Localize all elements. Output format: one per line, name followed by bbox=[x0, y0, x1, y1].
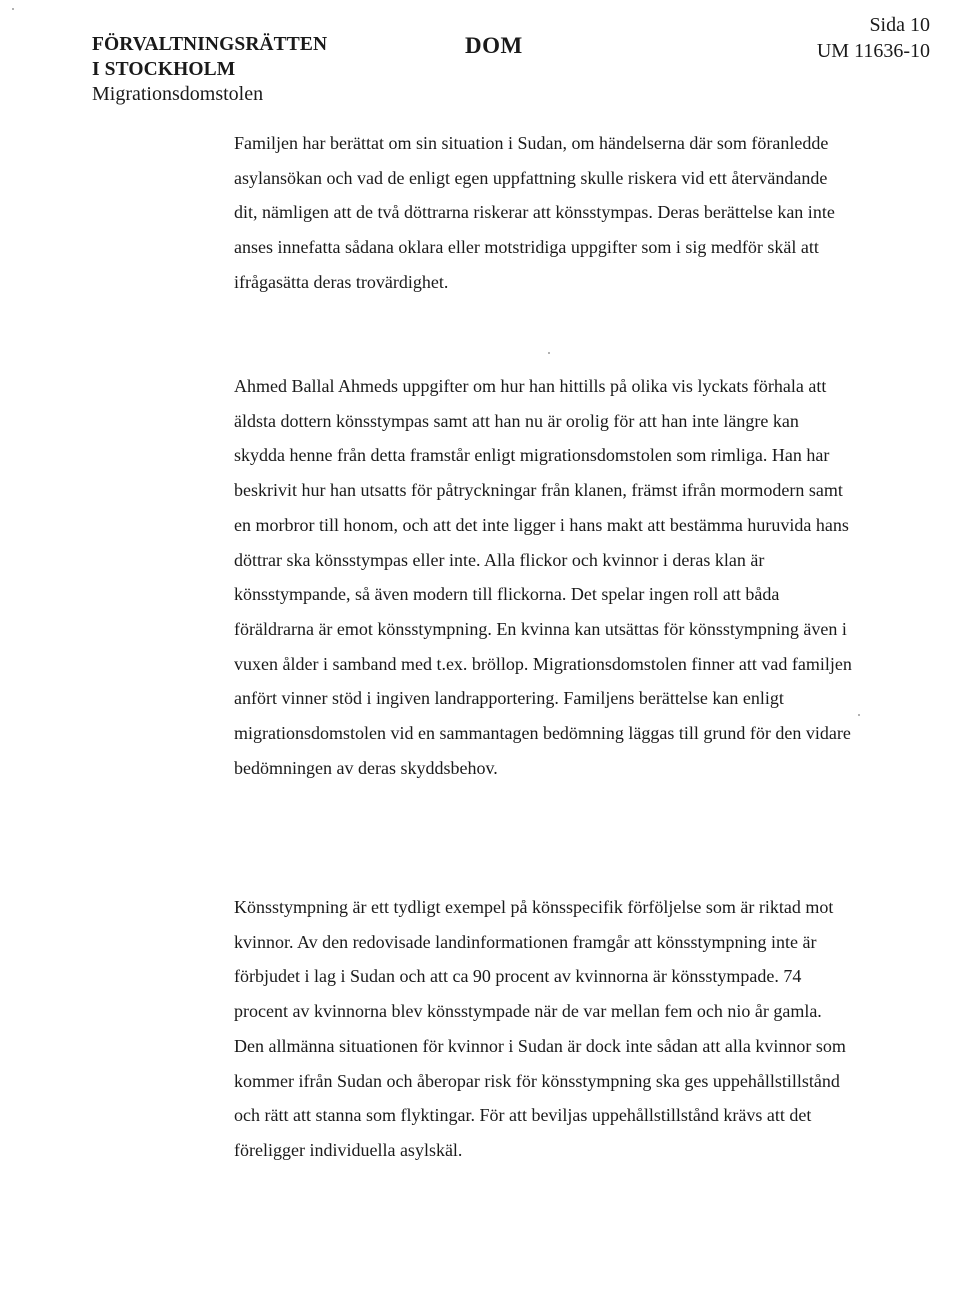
court-name-line1: FÖRVALTNINGSRÄTTEN bbox=[92, 34, 328, 55]
paragraph-father-statement: Ahmed Ballal Ahmeds uppgifter om hur han hittills på olika vis lyckats förhala att äldsta dottern könsstympas samt att han nu är orolig för att han inte längre kan skydda henne från detta framstår enligt migrationsdomstolen som rimliga. Han har beskrivit hur han utsatts för påtryckningar från klanen, främst ifrån mormodern samt en morbror till honom, och att det inte ligger i hans makt att bestämma huruvida hans döttrar ska könsstympas eller inte. Alla flickor och kvinnor i deras klan är könsstympande, så även modern till flickorna. Det spelar ingen roll att båda föräldrarna är emot könsstympning. En kvinna kan utsättas för könsstympning även i vuxen ålder i samband med t.ex. bröllop. Migrationsdomstolen finner att vad familjen anfört vinner stöd i ingiven landrapportering. Familjens berättelse kan enligt migrationsdomstolen vid en sammantagen bedömning läggas till grund för den vidare bedömningen av deras skyddsbehov. bbox=[234, 376, 852, 778]
paragraph-credibility: Familjen har berättat om sin situation i Sudan, om händelserna där som föranledde asylansökan och vad de enligt egen uppfattning skulle riskera vid ett återvändande dit, nämligen att de två döttrarna riskerar att könsstympas. Deras berättelse kan inte anses innefatta sådana oklara eller motstridiga uppgifter som i sig medför skäl att ifrågasätta deras trovärdighet. bbox=[234, 133, 835, 292]
court-header bbox=[92, 32, 327, 107]
department-name: Migrationsdomstolen bbox=[92, 83, 264, 105]
paragraph-legal-assessment: Könsstympning är ett tydligt exempel på könsspecifik förföljelse som är riktad mot kvinnor. Av den redovisade landinformationen framgår att könsstympning inte är förbjudet i lag i Sudan och att ca 90 procent av kvinnorna är könsstympade. 74 procent av kvinnorna blev könsstympade när de var mellan fem och nio år gamla. Den allmänna situationen för kvinnor i Sudan är dock inte sådan att alla kvinnor som kommer ifrån Sudan och åberopar risk för könsstympning ska ges uppehållstillstånd och rätt att stanna som flyktingar. För att beviljas uppehållstillstånd krävs att det föreligger individuella asylskäl. bbox=[234, 897, 846, 1160]
document-type: DOM bbox=[465, 33, 523, 58]
scan-speck bbox=[858, 714, 860, 716]
page-number: Sida 10 bbox=[869, 14, 930, 36]
scan-speck bbox=[548, 352, 550, 354]
page-reference bbox=[817, 12, 930, 64]
case-number: UM 11636-10 bbox=[816, 40, 930, 62]
court-name-line2: I STOCKHOLM bbox=[92, 59, 236, 80]
scan-speck bbox=[12, 8, 14, 10]
